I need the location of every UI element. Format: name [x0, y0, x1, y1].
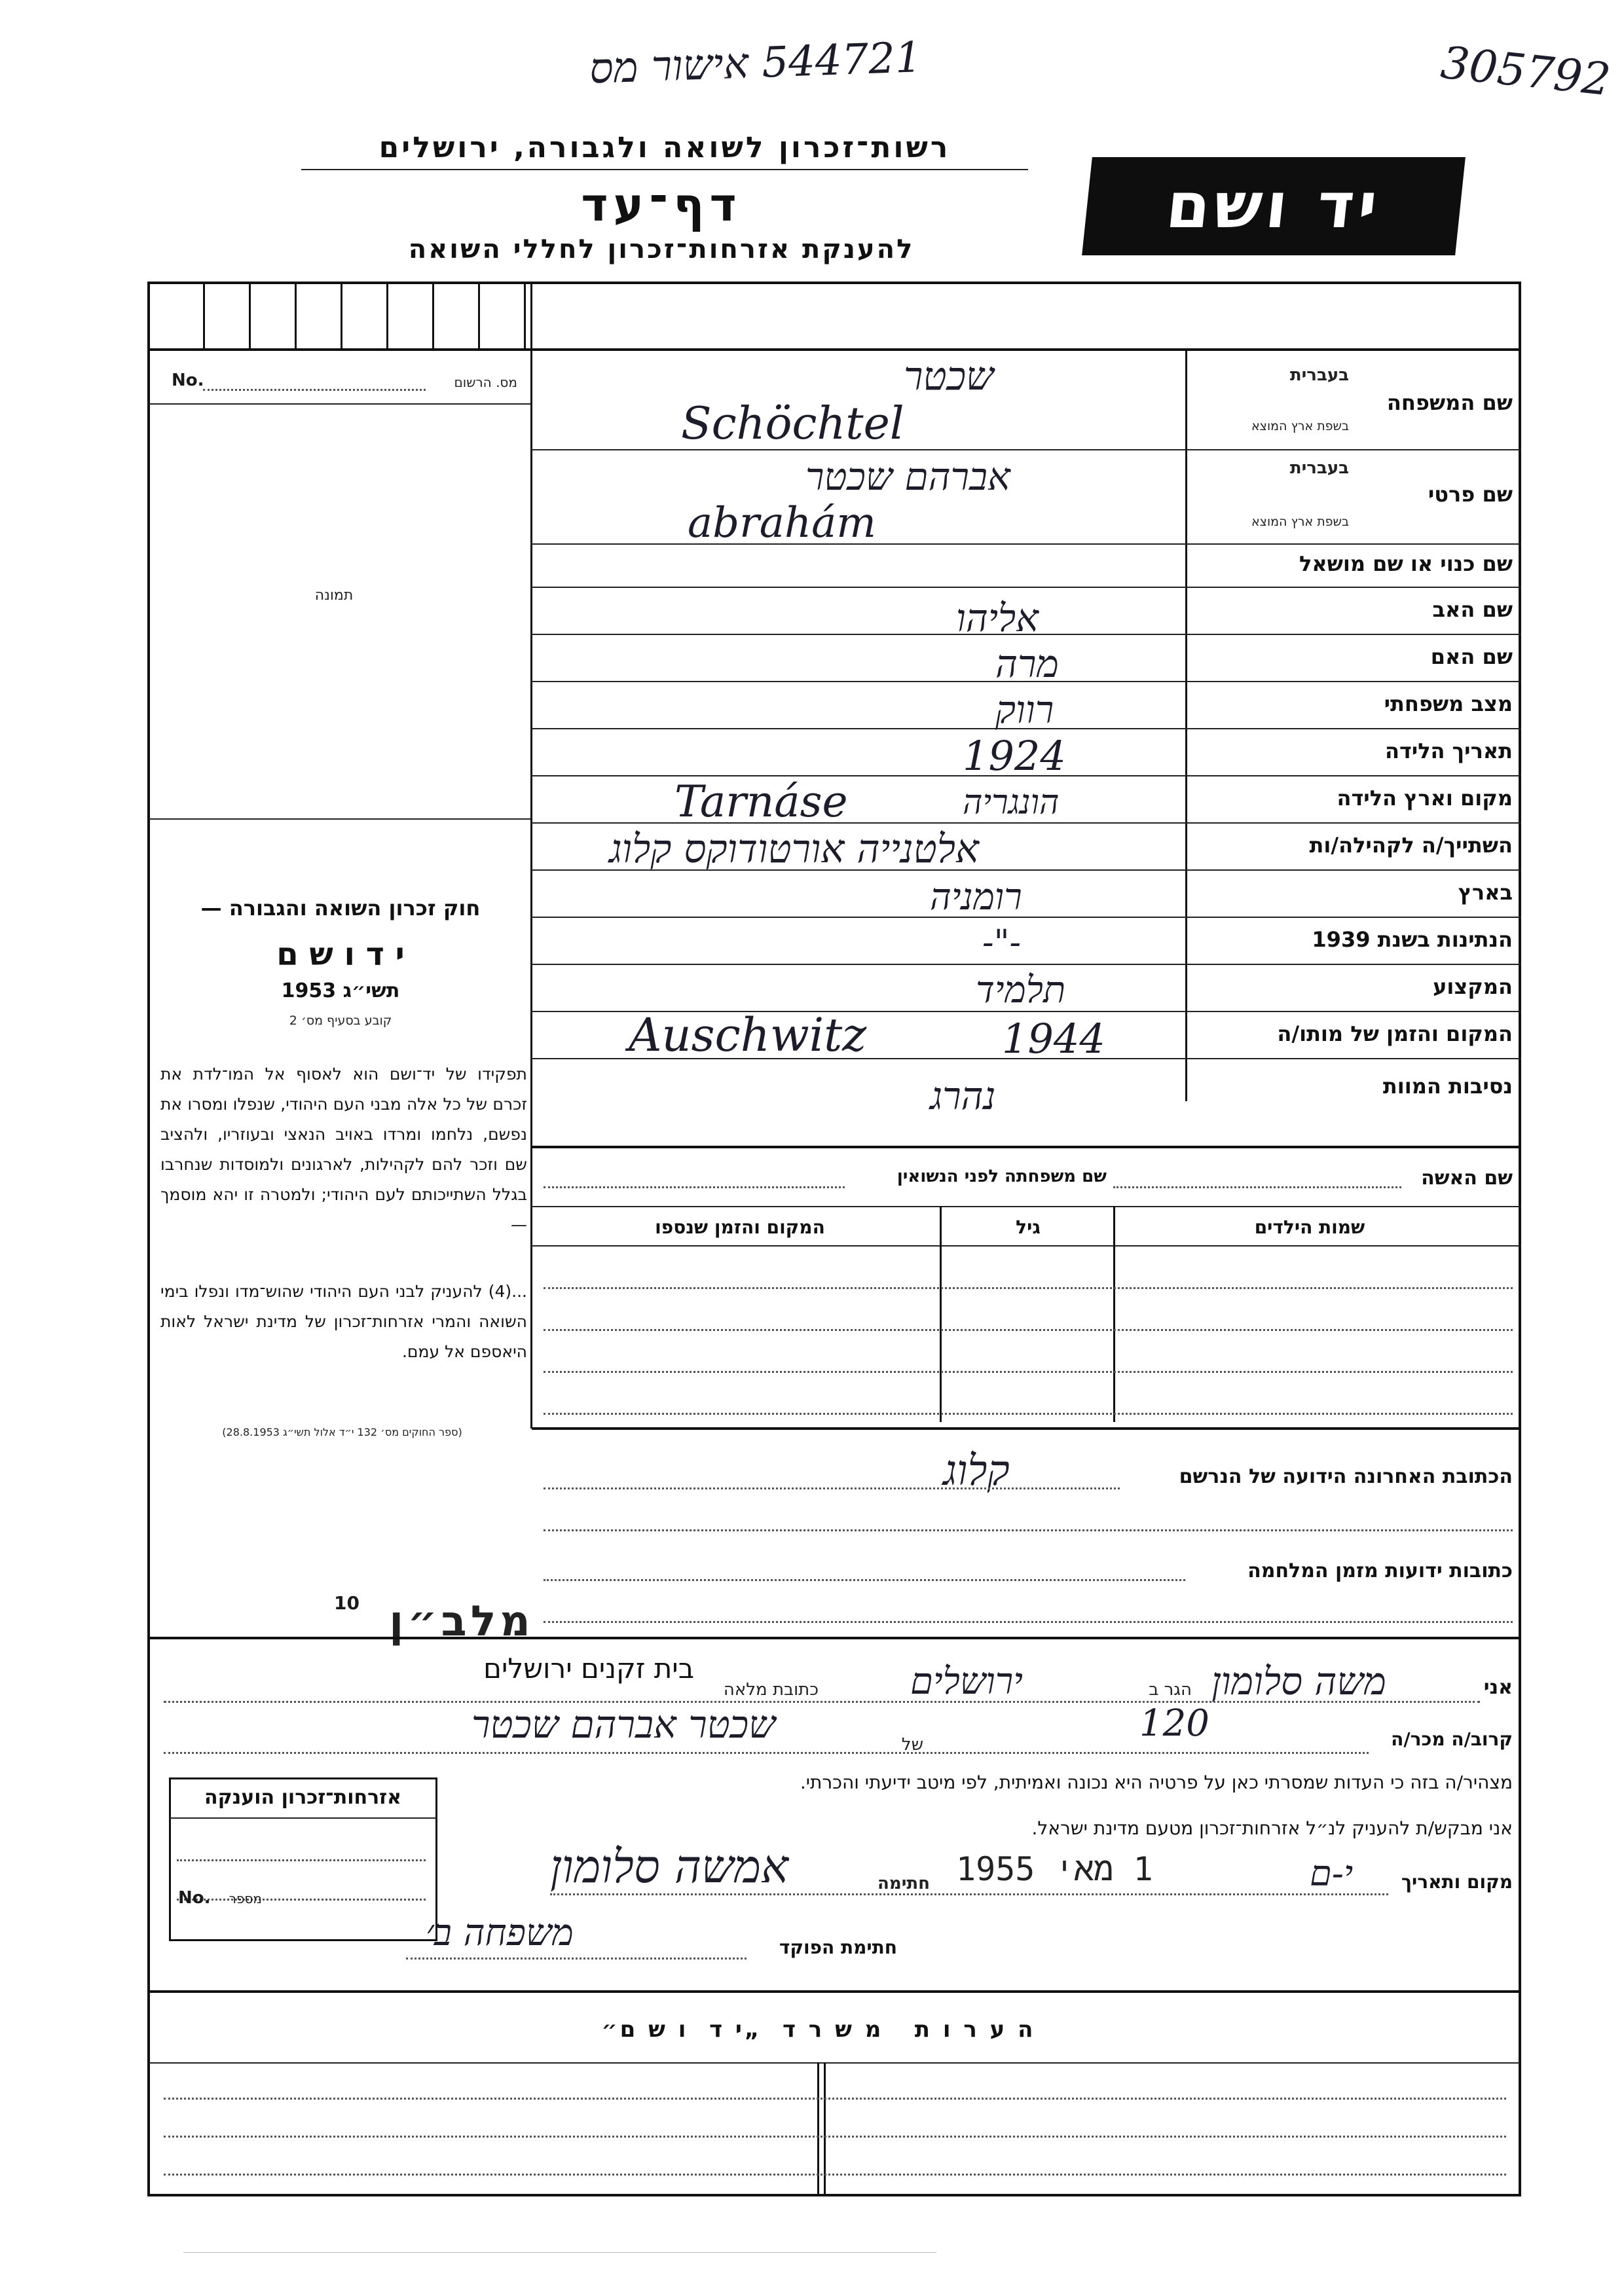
form-title: דף־עד	[581, 178, 742, 232]
declarant-line	[164, 1701, 1480, 1703]
notes-line-3	[164, 2174, 1506, 2176]
full-address-label: כתובת מלאה	[723, 1680, 819, 1700]
children-table-bottom	[532, 1427, 1521, 1430]
officer-signature-label: חתימת הפוקד	[779, 1937, 897, 1958]
law-title: חוק זכרון השואה והגבורה —	[200, 896, 481, 920]
registration-row-bottom	[149, 403, 530, 405]
citizenship-value[interactable]: -"-	[982, 923, 1022, 962]
top-boxes-bottom	[147, 348, 1521, 351]
declarant-name-value[interactable]: משה סלומון	[1211, 1659, 1386, 1704]
page-number: 10	[334, 1592, 360, 1614]
children-death-header: המקום והזמן שנספו	[655, 1216, 825, 1238]
row-line-3	[532, 587, 1521, 588]
wife-name-line	[1113, 1186, 1401, 1188]
column-divider	[530, 283, 532, 1429]
city-value[interactable]: ירושלים	[910, 1660, 1023, 1703]
registration-number-label: מס. הרשום	[454, 374, 517, 390]
relation-label: קרוב/ה מכר/ה	[1391, 1728, 1513, 1750]
profession-value[interactable]: תלמיד	[976, 969, 1066, 1011]
first-name-label: שם פרטי	[1428, 482, 1513, 507]
children-row-line-2	[544, 1329, 1513, 1331]
notes-title: ה ע ר ו ת מ ש ר ד „י ד ו ש ם״	[601, 2016, 1036, 2043]
birth-place-latin-value[interactable]: Tarnáse	[674, 776, 848, 827]
law-text-purpose: תפקידו של יד־ושם הוא לאסוף אל המו־לדת את זכרם של כל אלה מבני העם היהודי, שנפלו ומסרו את נפשם, נלחמו ומרדו באויב הנאצי ובעוזריו, ולהציב שם וזכר להם לקהילות, לארגונים ולמוסדות שנחרבו בגלל השתייכותם לעם היהודי; ולמטרה זו יהא מוסמך —	[160, 1065, 527, 1234]
children-age-header: גיל	[1016, 1216, 1041, 1238]
children-row-line-1	[544, 1287, 1513, 1289]
last-address-label: הכתובת האחרונה הידועה של הנרשם	[1179, 1465, 1513, 1488]
officer-signature-value[interactable]: משפחה ב׳	[426, 1912, 574, 1954]
notes-line-2	[164, 2136, 1506, 2138]
community-label: השתייך/ה לקהילה/ות	[1309, 833, 1513, 858]
children-header-bottom	[532, 1245, 1521, 1247]
logo-text: יד ושם	[1162, 169, 1385, 242]
declaration-section-bottom	[149, 1990, 1520, 1993]
yad-vashem-logo	[1082, 157, 1466, 255]
citizenship-label: הנתינות בשנת 1939	[1312, 927, 1513, 952]
annotation-file-number: 305792	[1438, 37, 1614, 107]
row-line-11	[532, 964, 1521, 965]
relation-value[interactable]: 120	[1139, 1702, 1209, 1745]
registration-number-line	[203, 389, 426, 391]
birth-place-value[interactable]: הונגריה	[963, 783, 1060, 822]
award-title-underline	[169, 1817, 437, 1819]
wartime-address-label: כתובות ידועות מזמן המלחמה	[1247, 1559, 1513, 1582]
family-name-hebrew-value[interactable]: שכטר	[904, 354, 994, 399]
death-place-latin-value[interactable]: Auschwitz	[629, 1008, 867, 1062]
first-name-hebrew-value[interactable]: אברהם שכטר	[805, 454, 1010, 499]
annotation-approval-number: 544721 אישור מס	[588, 33, 923, 94]
signature-value[interactable]: אמשה סלומון	[550, 1840, 789, 1893]
top-box-divider-5	[386, 283, 388, 348]
father-name-label: שם האב	[1432, 597, 1513, 622]
wartime-address-line	[544, 1579, 1185, 1581]
top-box-divider-3	[295, 283, 297, 348]
first-name-native-value[interactable]: abrahám	[688, 499, 876, 547]
place-date-value[interactable]: י-ם	[1310, 1853, 1354, 1894]
address-extra-line-1	[544, 1529, 1513, 1531]
award-number-label: מספר	[229, 1891, 262, 1906]
law-year: תשי״ג 1953	[281, 979, 400, 1002]
law-text-clause: ...(4) להעניק לבני העם היהודי שהוש־מדו ונפלו בימי השואה והמרי אזרחות־זכרון של מדינת ישראל לאות היאספם אל עמם.	[160, 1282, 527, 1361]
place-date-line	[550, 1893, 1388, 1895]
address-section-bottom	[149, 1637, 1520, 1639]
notes-line-1	[164, 2098, 1506, 2100]
declaration-statement: מצהיר/ה בזה כי העדות שמסרתי כאן על פרטיה היא נכונה ואמיתית, לפי מיטב ידיעתי והכרתי.	[800, 1772, 1513, 1793]
registration-number-label-en: No.	[172, 371, 204, 390]
of-label: של	[901, 1735, 923, 1755]
date-stamp: 1 מאי 1955	[956, 1850, 1153, 1888]
country-label: בארץ	[1458, 880, 1513, 905]
malben-stamp: מלב״ן	[389, 1597, 534, 1646]
marital-status-label: מצב משפחתי	[1384, 691, 1513, 716]
children-row-line-3	[544, 1371, 1513, 1373]
declaration-request: אני מבקש/ת להעניק לנ״ל אזרחות־זכרון מטעם מדינת ישראל.	[1031, 1817, 1513, 1839]
children-names-header: שמות הילדים	[1254, 1216, 1365, 1238]
address-extra-line-2	[544, 1621, 1513, 1623]
death-place-label: המקום והזמן של מותו/ה	[1277, 1021, 1513, 1046]
birth-date-value[interactable]: 1924	[963, 732, 1066, 780]
label-column-divider	[1185, 348, 1187, 1101]
father-name-value[interactable]: אליהו	[956, 596, 1039, 640]
of-value[interactable]: שכטר אברהם שכטר	[471, 1702, 776, 1747]
birth-date-label: תאריך הלידה	[1384, 738, 1513, 763]
authority-underline	[301, 169, 1028, 170]
last-address-line	[544, 1487, 1120, 1489]
relation-line	[164, 1752, 1369, 1754]
nickname-label: שם כנוי או שם מושאל	[1299, 551, 1513, 576]
death-year-value[interactable]: 1944	[1002, 1015, 1105, 1063]
children-col-divider-1	[1113, 1206, 1115, 1422]
officer-signature-line	[406, 1958, 747, 1959]
notes-title-bottom	[149, 2062, 1520, 2064]
mother-name-label: שם האם	[1430, 644, 1513, 669]
birth-place-label: מקום וארץ הלידה	[1337, 786, 1513, 811]
family-name-label: שם המשפחה	[1386, 390, 1513, 415]
wife-maiden-name-label: שם משפחתה לפני הנשואין	[896, 1167, 1107, 1186]
award-line-1	[177, 1859, 426, 1861]
death-cause-value[interactable]: נהרג	[930, 1074, 996, 1118]
residing-label: הגר ב	[1149, 1680, 1192, 1700]
top-box-divider-4	[341, 283, 342, 348]
last-address-value[interactable]: קלוג	[943, 1447, 1010, 1495]
mother-name-value[interactable]: מרה	[995, 642, 1059, 686]
wife-name-label: שם האשה	[1421, 1167, 1513, 1190]
country-value[interactable]: רומניה	[930, 876, 1022, 919]
top-box-divider-7	[478, 283, 480, 348]
declarant-i-label: אני	[1483, 1676, 1513, 1699]
row-line-10	[532, 917, 1521, 918]
law-source: (ספר החוקים מס׳ 132 י״ד אלול תשי״ג 28.8.1953)	[222, 1426, 462, 1438]
top-box-divider-8	[524, 283, 526, 348]
children-row-line-4	[544, 1413, 1513, 1415]
family-name-hebrew-sublabel: בעברית	[1289, 365, 1349, 385]
marital-status-value[interactable]: רווק	[995, 687, 1054, 732]
top-box-divider-6	[432, 283, 434, 348]
row-line-14	[532, 1146, 1521, 1148]
family-name-native-sublabel: בשפת ארץ המוצא	[1251, 419, 1349, 433]
community-value[interactable]: אלטנייה אורטודוקס קלוג	[609, 826, 979, 872]
law-reference: קובע בסעיף מס׳ 2	[289, 1013, 392, 1028]
first-name-hebrew-sublabel: בעברית	[1289, 458, 1349, 478]
photo-box-bottom	[149, 818, 530, 820]
award-number-label-en: No.	[178, 1888, 211, 1908]
full-address-value[interactable]: בית זקנים ירושלים	[483, 1652, 694, 1685]
signature-label: חתימה	[877, 1874, 930, 1893]
law-name: י ד ו ש ם	[276, 936, 405, 973]
photo-label: תמונה	[314, 587, 354, 604]
first-name-native-sublabel: בשפת ארץ המוצא	[1251, 515, 1349, 529]
bottom-scan-mark	[183, 2252, 936, 2253]
family-name-native-value[interactable]: Schöchtel	[681, 398, 904, 450]
death-cause-label: נסיבות המוות	[1382, 1074, 1513, 1099]
award-line-2	[177, 1899, 426, 1901]
wife-row-bottom	[532, 1206, 1521, 1207]
citizenship-award-title: אזרחות־זכרון הוענקה	[204, 1786, 402, 1809]
row-line-1	[532, 449, 1521, 450]
profession-label: המקצוע	[1433, 974, 1513, 999]
form-subtitle: להענקת אזרחות־זכרון לחללי השואה	[408, 234, 915, 264]
children-col-divider-2	[940, 1206, 942, 1422]
row-line-2	[532, 543, 1521, 545]
authority-heading: רשות־זכרון לשואה ולגבורה, ירושלים	[378, 131, 951, 164]
wife-maiden-name-line	[544, 1186, 845, 1188]
place-date-label: מקום ותאריך	[1401, 1871, 1513, 1893]
top-box-divider-2	[249, 283, 251, 348]
top-box-divider-1	[203, 283, 205, 348]
